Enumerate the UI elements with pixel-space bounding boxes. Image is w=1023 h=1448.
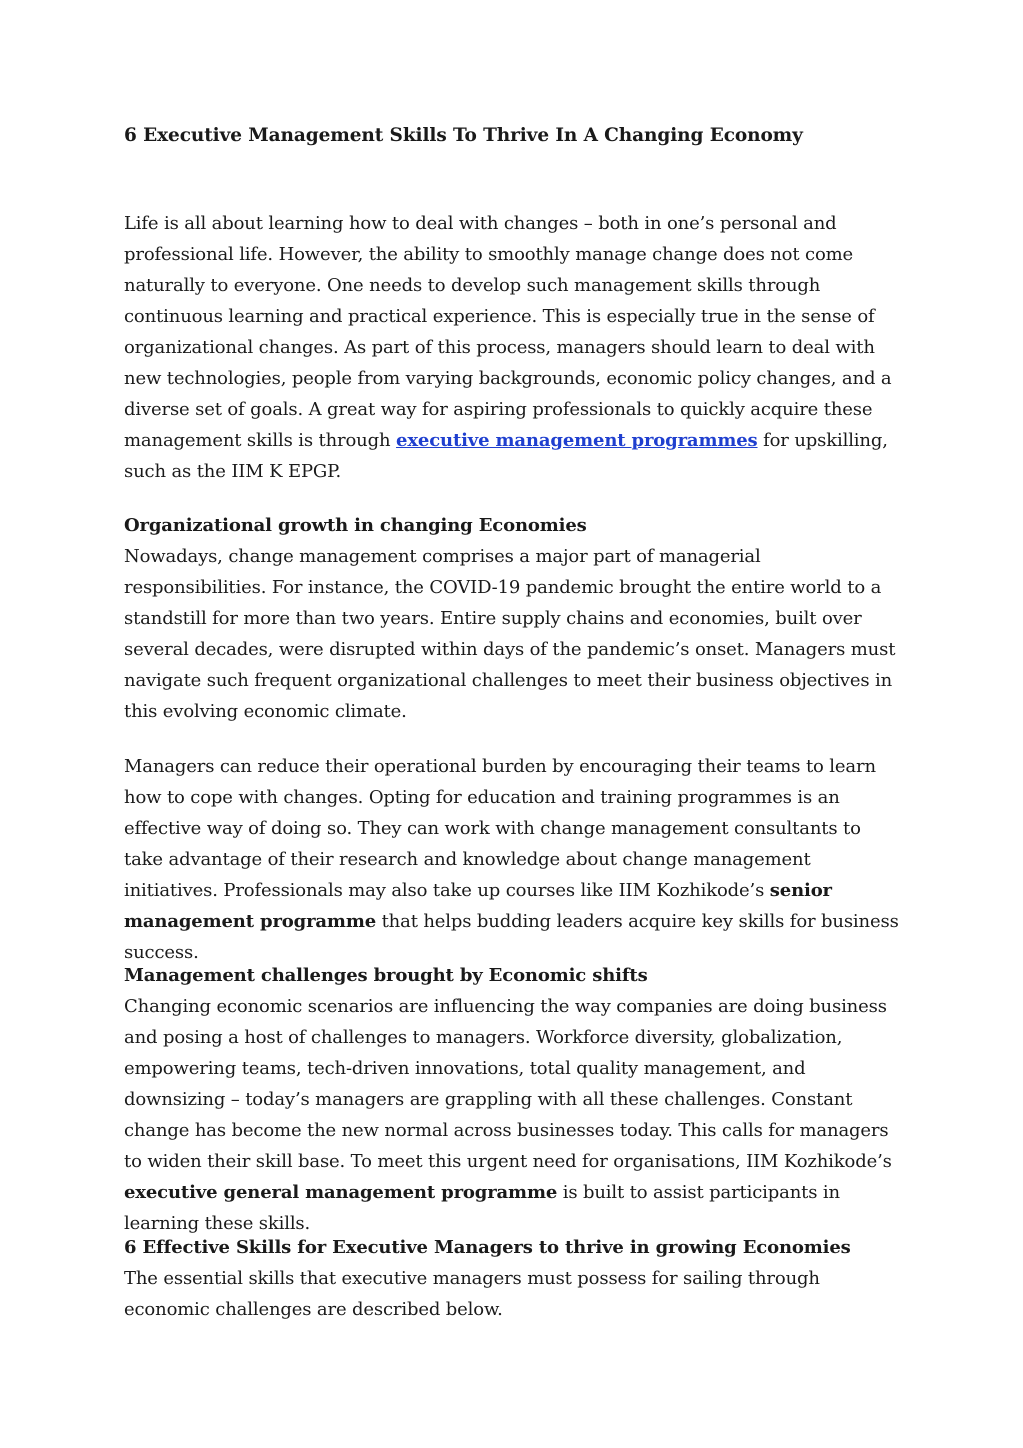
challenges-text-end: is built to assist participants in learning these skills. — [124, 1182, 840, 1234]
senior-management-programme-text: senior management programme — [124, 880, 832, 932]
managers-text-start: Managers can reduce their operational burden by encouraging their teams to learn how to cope with changes. Opting for education and training programmes is an effective way of doing so. They can work with change management consultants to take advantage of their research and knowledge about change management initiatives. Professionals may also take up courses like IIM Kozhikode’s — [124, 756, 876, 901]
intro-paragraph — [124, 208, 902, 487]
section-effective-skills — [124, 1232, 902, 1325]
executive-management-programmes-link[interactable]: executive management programmes — [396, 430, 758, 451]
section-heading-organizational-growth: Organizational growth in changing Economies — [124, 515, 587, 536]
section-paragraph-effective-skills: The essential skills that executive managers must possess for sailing through economic challenges are described below. — [124, 1268, 820, 1320]
executive-general-management-programme-text: executive general management programme — [124, 1182, 558, 1203]
managers-text-end: that helps budding leaders acquire key skills for business success. — [124, 911, 899, 963]
section-heading-management-challenges: Management challenges brought by Economic shifts — [124, 965, 648, 986]
managers-paragraph — [124, 751, 902, 968]
section-organizational-growth — [124, 510, 902, 727]
section-heading-effective-skills: 6 Effective Skills for Executive Managers to thrive in growing Economies — [124, 1237, 851, 1258]
section-paragraph-organizational-growth: Nowadays, change management comprises a major part of managerial responsibilities. For instance, the COVID-19 pandemic brought the entire world to a standstill for more than two years. Entire supply chains and economies, built over several decades, were disrupted within days of the pandemic’s onset. Managers must navigate such frequent organizational challenges to meet their business objectives in this evolving economic climate. — [124, 546, 896, 722]
document-title: 6 Executive Management Skills To Thrive In A Changing Economy — [124, 125, 803, 146]
challenges-text-start: Changing economic scenarios are influencing the way companies are doing business and posing a host of challenges to managers. Workforce diversity, globalization, empowering teams, tech-driven innovations, total quality management, and downsizing – today’s managers are grappling with all these challenges. Constant change has become the new normal across businesses today. This calls for managers to widen their skill base. To meet this urgent need for organisations, IIM Kozhikode’s — [124, 996, 892, 1172]
intro-text-start: Life is all about learning how to deal with changes – both in one’s personal and professional life. However, the ability to smoothly manage change does not come naturally to everyone. One needs to develop such management skills through continuous learning and practical experience. This is especially true in the sense of organizational changes. As part of this process, managers should learn to deal with new technologies, people from varying backgrounds, economic policy changes, and a diverse set of goals. A great way for aspiring professionals to quickly acquire these management skills is through — [124, 213, 892, 451]
section-management-challenges — [124, 960, 902, 1239]
intro-text-end: for upskilling, such as the IIM K EPGP. — [124, 430, 888, 482]
